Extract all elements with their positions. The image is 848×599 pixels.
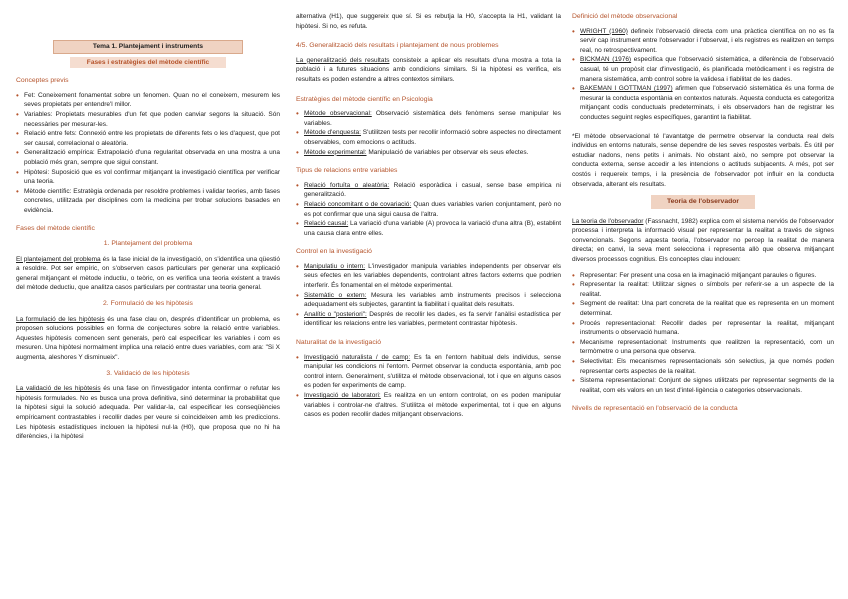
list-item: • Mètode d'enquesta: S'utilitzen tests per recollir informació sobre aspectes no directament observables, com emocions o actituds. <box>296 128 561 146</box>
list-item: • Relació concomitant o de covariació: Quan dues variables varien conjuntament, però no es pot confirmar que una sigui causa de l'altra. <box>296 199 561 218</box>
bullet-icon: • <box>16 129 19 139</box>
bullet-icon: • <box>296 290 299 300</box>
bullet-icon: • <box>16 167 19 177</box>
relations-list <box>296 181 561 239</box>
bullet-icon: • <box>572 84 575 94</box>
naturalness-list <box>296 353 561 420</box>
section-heading-strategies: Estratègies del mètode científic en Psicologia <box>296 95 433 103</box>
list-item: • Relació causal: La variació d'una variable (A) provoca la variació d'una altra (B), establint una causa clara entre elles. <box>296 219 561 237</box>
list-item: • Mètode científic: Estratègia ordenada per resoldre problemes i validar teories, amb fases concretes, utilitzada per disciplines com la medicina per trobar solucions basades en evidència. <box>16 186 281 214</box>
bullet-icon: • <box>572 270 575 280</box>
bullet-icon: • <box>296 352 299 362</box>
bullet-icon: • <box>16 186 19 196</box>
bullet-icon: • <box>296 128 299 138</box>
bullet-icon: • <box>572 318 575 328</box>
list-item: • Generalització empírica: Extrapolació d'una regularitat observada en una mostra a una població més gran, sempre que sigui constant. <box>16 148 280 166</box>
bullet-icon: • <box>572 299 575 309</box>
phase3-title: 3. Validació de les hipòtesis <box>106 369 190 377</box>
list-item: • BICKMAN (1976) especifica que l'observació sistemàtica, a diferència de l'observació casual, té un propòsit clar d'investigació, és planificada metòdicament i es registra de manera sistemàtica, amb control sobre la validesa i fiabilitat de les dades. <box>572 55 834 83</box>
bullet-icon: • <box>296 180 299 190</box>
bullet-icon: • <box>572 280 575 290</box>
list-item: • Selectivitat: Els mecanismes representacionals són selectius, ja que només poden representar certs aspectes de la realitat. <box>572 357 834 375</box>
strategies-list <box>296 109 561 157</box>
bullet-icon: • <box>296 309 299 319</box>
column-3 <box>572 12 834 419</box>
bullet-icon: • <box>296 147 299 157</box>
phase1-title: 1. Plantejament del problema <box>103 240 193 248</box>
definitions-list <box>572 27 834 123</box>
bullet-icon: • <box>296 109 299 119</box>
list-item: • Relació fortuïta o aleatòria: Relació esporàdica i casual, sense base empírica ni generalització. <box>296 180 562 199</box>
bullet-icon: • <box>296 199 299 209</box>
section-heading-relations: Tipus de relacions entre variables <box>296 167 398 175</box>
continuation-paragraph: alternativa (H1), que suggereix que sí. Si es rebutja la H0, s'accepta la H1, validant la hipòtesi. Si no, es refuta. <box>296 13 561 30</box>
concepts-list <box>16 91 280 216</box>
list-item: • Hipòtesi: Suposició que es vol confirmar mitjançant la investigació científica per verificar una teoria. <box>16 167 280 186</box>
list-item: • Procés representacional: Recollir dades per representar la realitat, mitjançant instruments o observació humana. <box>572 318 835 337</box>
list-item: • Investigació de laboratori: Es realitza en un entorn controlat, on es poden manipular variables i controlar-ne d'altres. S'utilitza el mètode experimental, tot i que en alguns casos es poden recollir dades mitjançant observacions. <box>296 391 562 419</box>
list-item: • Representar la realitat: Utilitzar signes o símbols per referir-se a un aspecte de la realitat. <box>572 280 834 298</box>
section-heading-concepts: Conceptes previs <box>16 77 69 85</box>
list-item: • Variables: Propietats mesurables d'un fet que poden canviar segons la situació. Són necessàries per mesurar-les. <box>16 109 280 128</box>
list-item: • Mecanisme representacional: Instruments que realitzen la representació, com un termòmetre o una persona que observa. <box>572 337 834 356</box>
list-item: • Representar: Fer present una cosa en la imaginació mitjançant paraules o figures. <box>572 270 817 280</box>
phase3-paragraph: La validació de les hipòtesis és una fase on l'investigador intenta confirmar o refutar les hipòtesis formulades. No es busca una prova definitiva, sinó determinar la probabilitat que la hipòtesi sigui la solució adequada. Per validar-la, cal especificar les conseqüències empíricament contrastables i recollir dades per veure si coincideixen amb les prediccions. Les hipòtesis estadístiques inclouen la hipòtesi nul·la (H0), que proposa que no hi ha diferències, i la hipòtesi <box>16 385 280 441</box>
bullet-icon: • <box>296 391 299 400</box>
observer-theory-paragraph: La teoria de l'observador (Fassnacht, 1982) explica com el sistema nerviós de l'observador processa i interpreta la informació visual per representar la realitat a través de signes convencionals. Segons aquesta teoria, l'observador no percep la realitat de manera directa; en canvi, la seva ment selecciona i representa allò que observa mitjançant diversos processos cognitius. Els conceptes clau inclouen: <box>572 217 834 264</box>
bullet-icon: • <box>296 219 299 229</box>
phase1-paragraph: El plantejament del problema és la fase inicial de la investigació, on s'identifica una qüestió a resoldre. Pot ser empíric, on s'observen casos particulars per generar una explicació general mitjançant el mètode inductiu, o teòric, on es verifica una teoria existent a través del mètode deductiu, que analitza casos particulars per contrastar una teoria general. <box>16 255 280 292</box>
bullet-icon: • <box>572 357 575 366</box>
observer-theory-box: Teoria de l'observador <box>651 195 755 209</box>
observer-concepts-list <box>572 271 834 396</box>
bullet-icon: • <box>572 376 575 386</box>
bullet-icon: • <box>296 261 299 271</box>
list-item: • Manipulatiu o intern: L'investigador manipula variables independents per observar els seus efectes en les variables dependents, controlant altres factors externs que podrien interferir. És fonamental en el mètode experimental. <box>296 261 561 290</box>
phase45-paragraph: La generalització dels resultats consisteix a aplicar els resultats d'una mostra a tota la població i a futures situacions amb condicions similars. Si la hipòtesi es verifica, els resultats es poden estendre a altres contextos similars. <box>296 56 561 83</box>
section-heading-phases: Fases del mètode científic <box>16 224 95 232</box>
list-item: • WRIGHT (1960) defineix l'observació directa com una pràctica científica on no es fa servir cap instrument entre l'observador i l'observat, i els registres es realitzen en temps real, no retrospectivament. <box>572 26 834 54</box>
list-item: • Relació entre fets: Connexió entre les propietats de diferents fets o les d'aquest, que pot ser causal, correlacional o aleatòria. <box>16 129 280 147</box>
bullet-icon: • <box>572 55 575 65</box>
list-item: • Fet: Coneixement fonamentat sobre un fenomen. Quan no el coneixem, mesurem les seves propietats per entendre'l millor. <box>16 90 280 109</box>
list-item: • Segment de realitat: Una part concreta de la realitat que es representa en un moment determinat. <box>572 299 834 318</box>
control-list <box>296 262 561 329</box>
list-item: • Sistema representacional: Conjunt de signes utilitzats per representar segments de la realitat, com els valors en un test d'intel·ligència o categories observacionals. <box>572 376 835 394</box>
column-2 <box>296 12 561 426</box>
bullet-icon: • <box>572 26 575 36</box>
list-item: • Mètode experimental: Manipulació de variables per observar els seus efectes. <box>296 147 529 157</box>
observational-note: *El mètode observacional té l'avantatge de permetre observar la conducta real dels individus en entorns naturals, sense dependre de les seves respostes verbals. És útil per estudiar nadons, nens petits i animals. No obstant això, no sempre pot observar la conducta externa, sense accedir a les intencions o actituds subjacents. A més, pot ser costós i requereix temps, i la presència de l'observador pot influir en la conducta observada, alterant els resultats. <box>572 132 834 188</box>
section-heading-definition: Definició del mètode observacional <box>572 13 678 20</box>
list-item: • Mètode observacional: Observació sistemàtica dels fenòmens sense manipular les variables. <box>296 109 561 127</box>
topic-title: Tema 1. Plantejament i instruments <box>53 40 243 54</box>
bullet-icon: • <box>572 337 575 347</box>
phase2-title: 2. Formulació de les hipòtesis <box>103 300 193 308</box>
section-heading-levels: Nivells de representació en l'observació de la conducta <box>572 405 738 413</box>
bullet-icon: • <box>16 109 19 119</box>
list-item: • Sistemàtic o extern: Mesura les variables amb instruments precisos i selecciona adequadament els subjectes, garantint la fiabilitat i qualitat dels resultats. <box>296 290 561 309</box>
phase45-title: 4/5. Generalització dels resultats i plantejament de nous problemes <box>296 42 499 50</box>
bullet-icon: • <box>16 148 19 158</box>
bullet-icon: • <box>16 90 19 100</box>
list-item: • BAKEMAN I GOTTMAN (1997) afirmen que l'observació sistemàtica és una forma de mesurar la conducta espontània en contextos naturals. Aquesta conducta es categoritza mitjançant codis conductuals predeterminats, i els observadors han de registrar les conductes seguint regles específiques, garantint la fiabilitat. <box>572 84 835 121</box>
list-item: • Analític o "posteriori": Després de recollir les dades, es fa servir l'anàlisi estadística per identificar les relacions entre les variables, permetent contrastar hipòtesis. <box>296 309 561 328</box>
section-heading-control: Control en la investigació <box>296 248 372 256</box>
list-item: • Investigació naturalista / de camp: Es fa en l'entorn habitual dels individus, sense manipular les condicions ni l'entorn. Permet observar la conducta espontània, amb poc control intern. Generalment, s'utilitza el mètode observacional, tot i que en alguns casos es poden fer experiments de camp. <box>296 352 561 390</box>
section-heading-naturalness: Naturalitat de la investigació <box>296 339 382 347</box>
topic-subtitle: Fases i estratègies del mètode científic <box>70 57 226 69</box>
phase2-paragraph: La formulació de les hipòtesis és una fase clau on, després d'identificar un problema, es proposen solucions possibles en forma de conjectures sobre la relació entre variables. Aquestes hipòtesis comencen sent generals, però cal especificar les variables i com es mesuren. Una hipòtesi normalment implica una relació entre dues variables, com ara: "Si X augmenta, aleshores Y disminueix". <box>16 315 280 362</box>
column-1 <box>16 40 280 448</box>
